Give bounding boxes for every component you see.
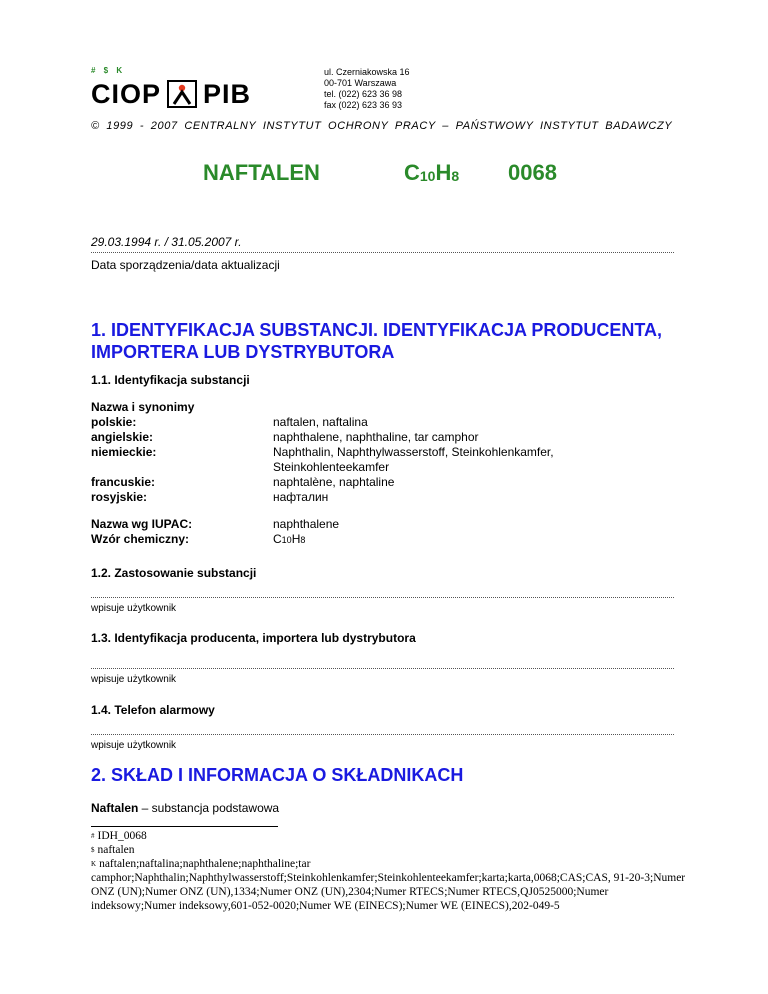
subsection-1-4-heading: 1.4. Telefon alarmowy (91, 703, 215, 717)
ciop-pib-logo (91, 80, 251, 108)
substance-code: 0068 (508, 160, 557, 185)
footnotes (91, 829, 691, 913)
fill-line-1-3 (91, 668, 674, 669)
polish-label: polskie: (91, 415, 137, 429)
subsection-1-1-heading: 1.1. Identyfikacja substancji (91, 373, 250, 387)
french-value: naphtalène, naphtaline (273, 475, 395, 489)
german-label: niemieckie: (91, 445, 157, 459)
polish-value: naftalen, naftalina (273, 415, 368, 429)
formula-label: Wzór chemiczny: (91, 532, 190, 546)
section-2-heading: 2. SKŁAD I INFORMACJA O SKŁADNIKACH (91, 765, 464, 785)
footnote-hash-mark: # (91, 832, 95, 840)
footnote-k-text: naftalen;naftalina;naphthalene;naphthaline;tar camphor;Naphthalin;Naphthylwasserstoff;Steinkohlenkamfer;Steinkohlenteekamfer;karta;karta,0068;CAS;CAS, 91-20-3;Numer ONZ (UN);Numer ONZ (UN),1334;Numer ONZ (UN),2304;Numer RTECS;Numer RTECS,QJ0525000;Numer indeksowy;Numer indeksowy,601-052-0020;Numer WE (EINECS);Numer WE (EINECS),202-049-5 (91, 858, 686, 912)
russian-value: нафталин (273, 490, 329, 504)
address-phone: tel. (022) 623 36 98 (324, 89, 403, 99)
footnote-hash (91, 829, 691, 843)
german-value-line2: Steinkohlenteekamfer (273, 460, 390, 474)
person-logo-icon (167, 80, 197, 108)
formula-value-h: H (291, 532, 301, 546)
footnote-k-mark: K (91, 860, 97, 868)
english-label: angielskie: (91, 430, 154, 444)
iupac-label: Nazwa wg IUPAC: (91, 517, 193, 531)
footnote-dollar-mark: $ (91, 846, 95, 854)
address-street: ul. Czerniakowska 16 (324, 67, 410, 77)
main-substance-line (91, 801, 279, 815)
russian-label: rosyjskie: (91, 490, 148, 504)
footnote-k (91, 857, 691, 913)
section-1-heading-line2: IMPORTERA LUB DYSTRYBUTORA (91, 342, 395, 362)
copyright-line: © 1999 - 2007 CENTRALNY INSTYTUT OCHRONY PRACY – PAŃSTWOWY INSTYTUT BADAWCZY (91, 120, 673, 132)
fill-line-1-2 (91, 597, 674, 598)
section-1-heading (91, 319, 662, 363)
logo-text-ciop: CIOP (91, 79, 162, 109)
footnote-dollar (91, 843, 691, 857)
formula-value (273, 532, 305, 548)
user-fill-note-1-4: wpisuje użytkownik (91, 740, 177, 751)
section-1-heading-line1: 1. IDENTYFIKACJA SUBSTANCJI. IDENTYFIKACJA PRODUCENTA, (91, 320, 663, 340)
formula-h-subscript: 8 (451, 168, 460, 184)
dates-value: 29.03.1994 r. / 31.05.2007 r. (91, 235, 242, 249)
institute-address (324, 67, 410, 111)
dates-label: Data sporządzenia/data aktualizacji (91, 258, 280, 272)
substance-name: NAFTALEN (203, 160, 320, 185)
logo-text-pib: PIB (203, 79, 252, 109)
address-city: 00-701 Warszawa (324, 78, 397, 88)
substance-formula (404, 160, 459, 186)
formula-value-c-subscript: 10 (281, 535, 292, 545)
subsection-1-3-heading: 1.3. Identyfikacja producenta, importera lub dystrybutora (91, 631, 416, 645)
identification-table (91, 400, 691, 550)
iupac-value: naphthalene (273, 517, 340, 531)
footnote-separator (91, 826, 278, 827)
main-substance-name: Naftalen (91, 801, 139, 815)
main-substance-role: – substancja podstawowa (138, 801, 280, 815)
fill-line-1-4 (91, 734, 674, 735)
german-value-line1: Naphthalin, Naphthylwasserstoff, Steinkohlenkamfer, (273, 445, 554, 459)
english-value: naphthalene, naphthaline, tar camphor (273, 430, 479, 444)
address-fax: fax (022) 623 36 93 (324, 100, 403, 110)
subsection-1-2-heading: 1.2. Zastosowanie substancji (91, 566, 257, 580)
formula-h: H (435, 160, 452, 185)
dotted-separator (91, 252, 674, 253)
formula-value-c: C (273, 532, 282, 546)
formula-c-subscript: 10 (419, 168, 436, 184)
french-label: francuskie: (91, 475, 156, 489)
formula-c: C (404, 160, 420, 185)
footnote-hash-text: IDH_0068 (97, 830, 147, 842)
user-fill-note-1-2: wpisuje użytkownik (91, 603, 177, 614)
footnote-dollar-text: naftalen (97, 844, 135, 856)
formula-value-h-subscript: 8 (300, 535, 306, 545)
names-label: Nazwa i synonimy (91, 400, 195, 414)
index-marks: # $ K (91, 66, 126, 75)
user-fill-note-1-3: wpisuje użytkownik (91, 674, 177, 685)
